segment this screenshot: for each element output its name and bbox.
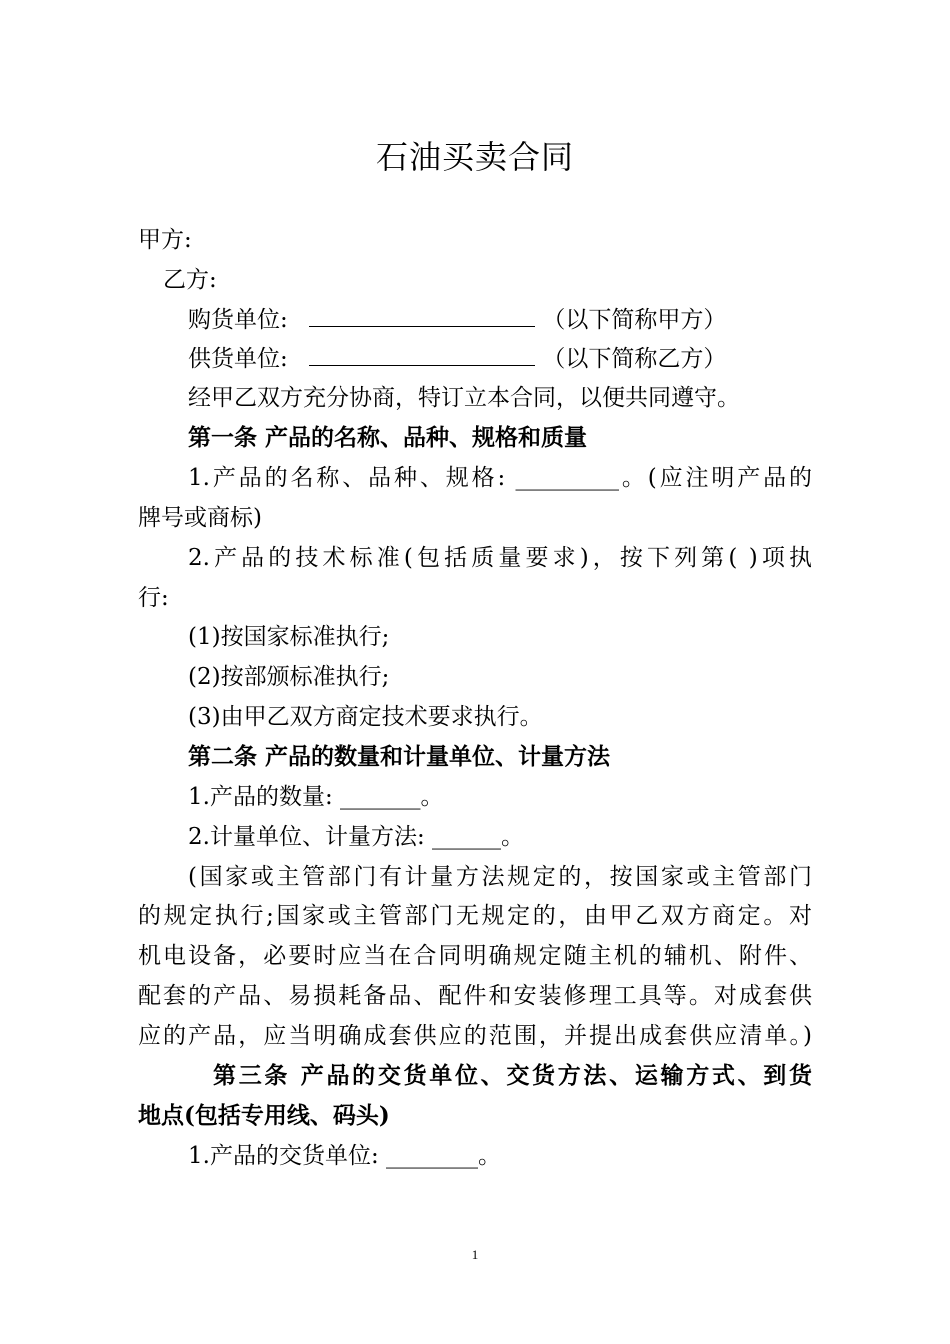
article2-note-line2: 的规定执行;国家或主管部门无规定的，由甲乙双方商定。对 [138,903,812,929]
intro-paragraph: 经甲乙双方充分协商，特订立本合同，以便共同遵守。 [188,385,740,411]
article1-option2: (2)按部颁标准执行; [188,664,390,690]
article2-note-line5: 应的产品，应当明确成套供应的范围，并提出成套供应清单。) [138,1023,812,1049]
article3-heading-line1: 第三条 产品的交货单位、交货方法、运输方式、到货 [213,1062,812,1089]
article2-note-line3: 机电设备，必要时应当在合同明确规定随主机的辅机、附件、 [138,943,812,969]
article1-option1: (1)按国家标准执行; [188,624,390,650]
article1-item2-line1: 2.产品的技术标准(包括质量要求)，按下列第( )项执 [188,545,812,571]
buyer-suffix: （以下简称甲方） [542,307,727,333]
seller-row [188,343,726,374]
party-b-label: 乙方: [163,267,217,293]
seller-suffix: （以下简称乙方） [542,346,727,372]
article3-heading-line2: 地点(包括专用线、码头) [138,1102,390,1129]
seller-blank-field[interactable] [309,343,535,366]
article2-heading: 第二条 产品的数量和计量单位、计量方法 [188,743,611,770]
article1-item2-line2: 行: [138,585,169,611]
seller-label: 供货单位: [188,346,288,372]
buyer-label: 购货单位: [188,307,288,333]
article1-option3: (3)由甲乙双方商定技术要求执行。 [188,704,543,730]
article3-item1: 1.产品的交货单位: ________。 [188,1143,502,1169]
page-title: 石油买卖合同 [375,138,574,176]
party-a-label: 甲方: [138,227,192,253]
article1-heading: 第一条 产品的名称、品种、规格和质量 [188,424,588,451]
page-number: 1 [471,1247,479,1262]
article1-item1-line2: 牌号或商标) [138,505,262,531]
buyer-blank-field[interactable] [309,304,535,327]
article2-item2: 2.计量单位、计量方法: ______。 [188,824,525,850]
article1-item1-line1: 1.产品的名称、品种、规格: _________。(应注明产品的 [188,465,812,491]
article2-note-line1: (国家或主管部门有计量方法规定的，按国家或主管部门 [188,864,812,890]
article2-note-line4: 配套的产品、易损耗备品、配件和安装修理工具等。对成套供 [138,983,812,1009]
article2-item1: 1.产品的数量: _______。 [188,784,444,810]
buyer-row [188,304,726,335]
